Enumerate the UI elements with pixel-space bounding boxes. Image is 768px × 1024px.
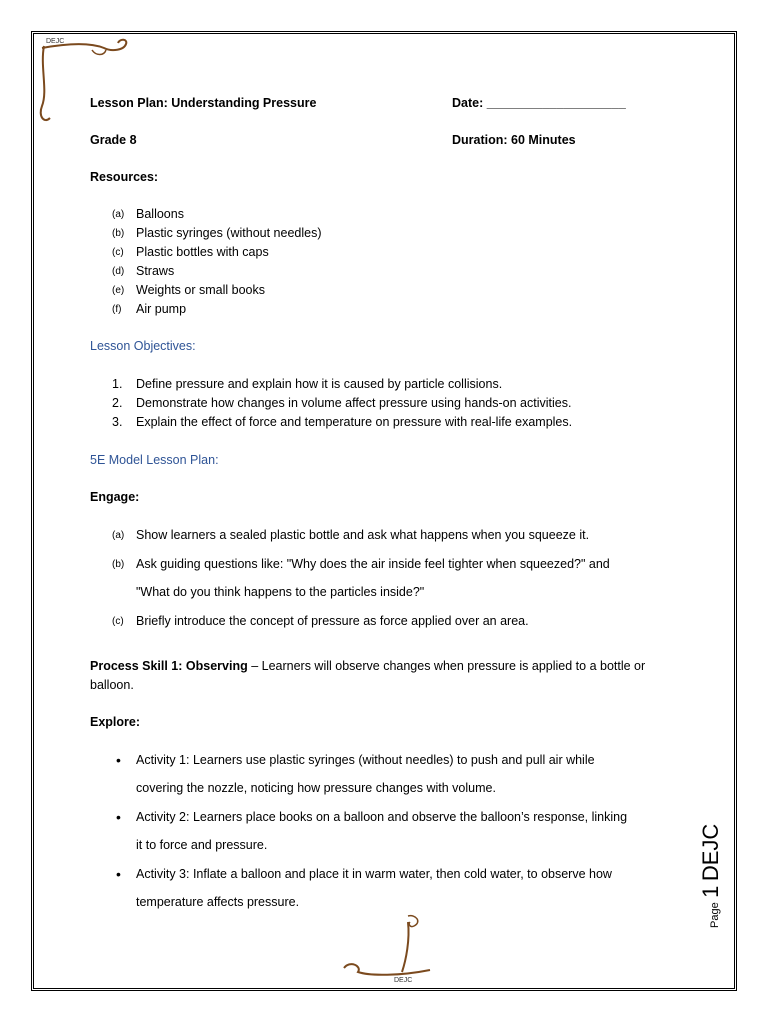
list-marker: (f) [112, 304, 122, 315]
page-label: DEJC [698, 823, 723, 882]
bullet-icon: • [116, 866, 121, 882]
objectives-heading: Lesson Objectives: [90, 339, 196, 353]
list-item: Activity 1: Learners use plastic syringes (without needles) to push and pull air while [136, 753, 595, 767]
list-marker: 2. [112, 396, 123, 410]
bullet-icon: • [116, 752, 121, 768]
list-item-continued: "What do you think happens to the particles inside?" [136, 585, 425, 599]
list-marker: (d) [112, 266, 125, 277]
list-item: Demonstrate how changes in volume affect pressure using hands-on activities. [136, 396, 572, 410]
list-item: Explain the effect of force and temperature on pressure with real-life examples. [136, 415, 573, 429]
duration-label: Duration: 60 Minutes [452, 133, 576, 147]
logo-text-top: DEJC [46, 38, 65, 45]
list-marker: (c) [112, 247, 124, 258]
list-item-continued: covering the nozzle, noticing how pressure changes with volume. [136, 781, 496, 795]
list-marker: 1. [112, 377, 123, 391]
corner-ornament-icon [34, 36, 134, 126]
bullet-icon: • [116, 809, 121, 825]
list-item-continued: temperature affects pressure. [136, 895, 300, 909]
logo-text-bottom: DEJC [394, 977, 413, 984]
list-marker: (a) [112, 209, 125, 220]
list-item: Define pressure and explain how it is caused by particle collisions. [136, 377, 503, 391]
grade-label: Grade 8 [90, 133, 137, 147]
list-item: Weights or small books [136, 283, 265, 297]
process-skill-text: – Learners will observe changes when pressure is applied to a bottle or balloon. [90, 659, 646, 692]
list-marker: (b) [112, 559, 125, 570]
lesson-title: Lesson Plan: Understanding Pressure [90, 96, 317, 110]
list-item: Activity 3: Inflate a balloon and place it in warm water, then cold water, to observe how [136, 867, 612, 881]
list-item: Straws [136, 264, 175, 278]
page-number [698, 820, 728, 930]
list-item: Ask guiding questions like: "Why does the air inside feel tighter when squeezed?" and [136, 557, 610, 571]
date-field: Date: ____________________ [452, 96, 626, 110]
list-marker: (a) [112, 530, 125, 541]
list-item: Plastic syringes (without needles) [136, 226, 322, 240]
model-heading: 5E Model Lesson Plan: [90, 453, 219, 467]
page-word: Page [709, 902, 721, 928]
list-marker: (c) [112, 616, 124, 627]
list-item: Balloons [136, 207, 184, 221]
process-skill-label: Process Skill 1: Observing [90, 659, 248, 673]
list-item: Air pump [136, 302, 187, 316]
list-item: Plastic bottles with caps [136, 245, 269, 259]
process-skill-paragraph [90, 657, 680, 695]
list-item: Briefly introduce the concept of pressure as force applied over an area. [136, 614, 529, 628]
list-item-continued: it to force and pressure. [136, 838, 268, 852]
list-item: Activity 2: Learners place books on a balloon and observe the balloon’s response, linking [136, 810, 628, 824]
explore-heading: Explore: [90, 715, 141, 729]
list-marker: (b) [112, 228, 125, 239]
list-marker: 3. [112, 415, 123, 429]
list-marker: (e) [112, 285, 125, 296]
list-item: Show learners a sealed plastic bottle and ask what happens when you squeeze it. [136, 528, 590, 542]
engage-heading: Engage: [90, 490, 140, 504]
resources-heading: Resources: [90, 170, 159, 184]
page-number-value: 1 [698, 885, 723, 898]
bottom-ornament-icon [340, 910, 440, 985]
